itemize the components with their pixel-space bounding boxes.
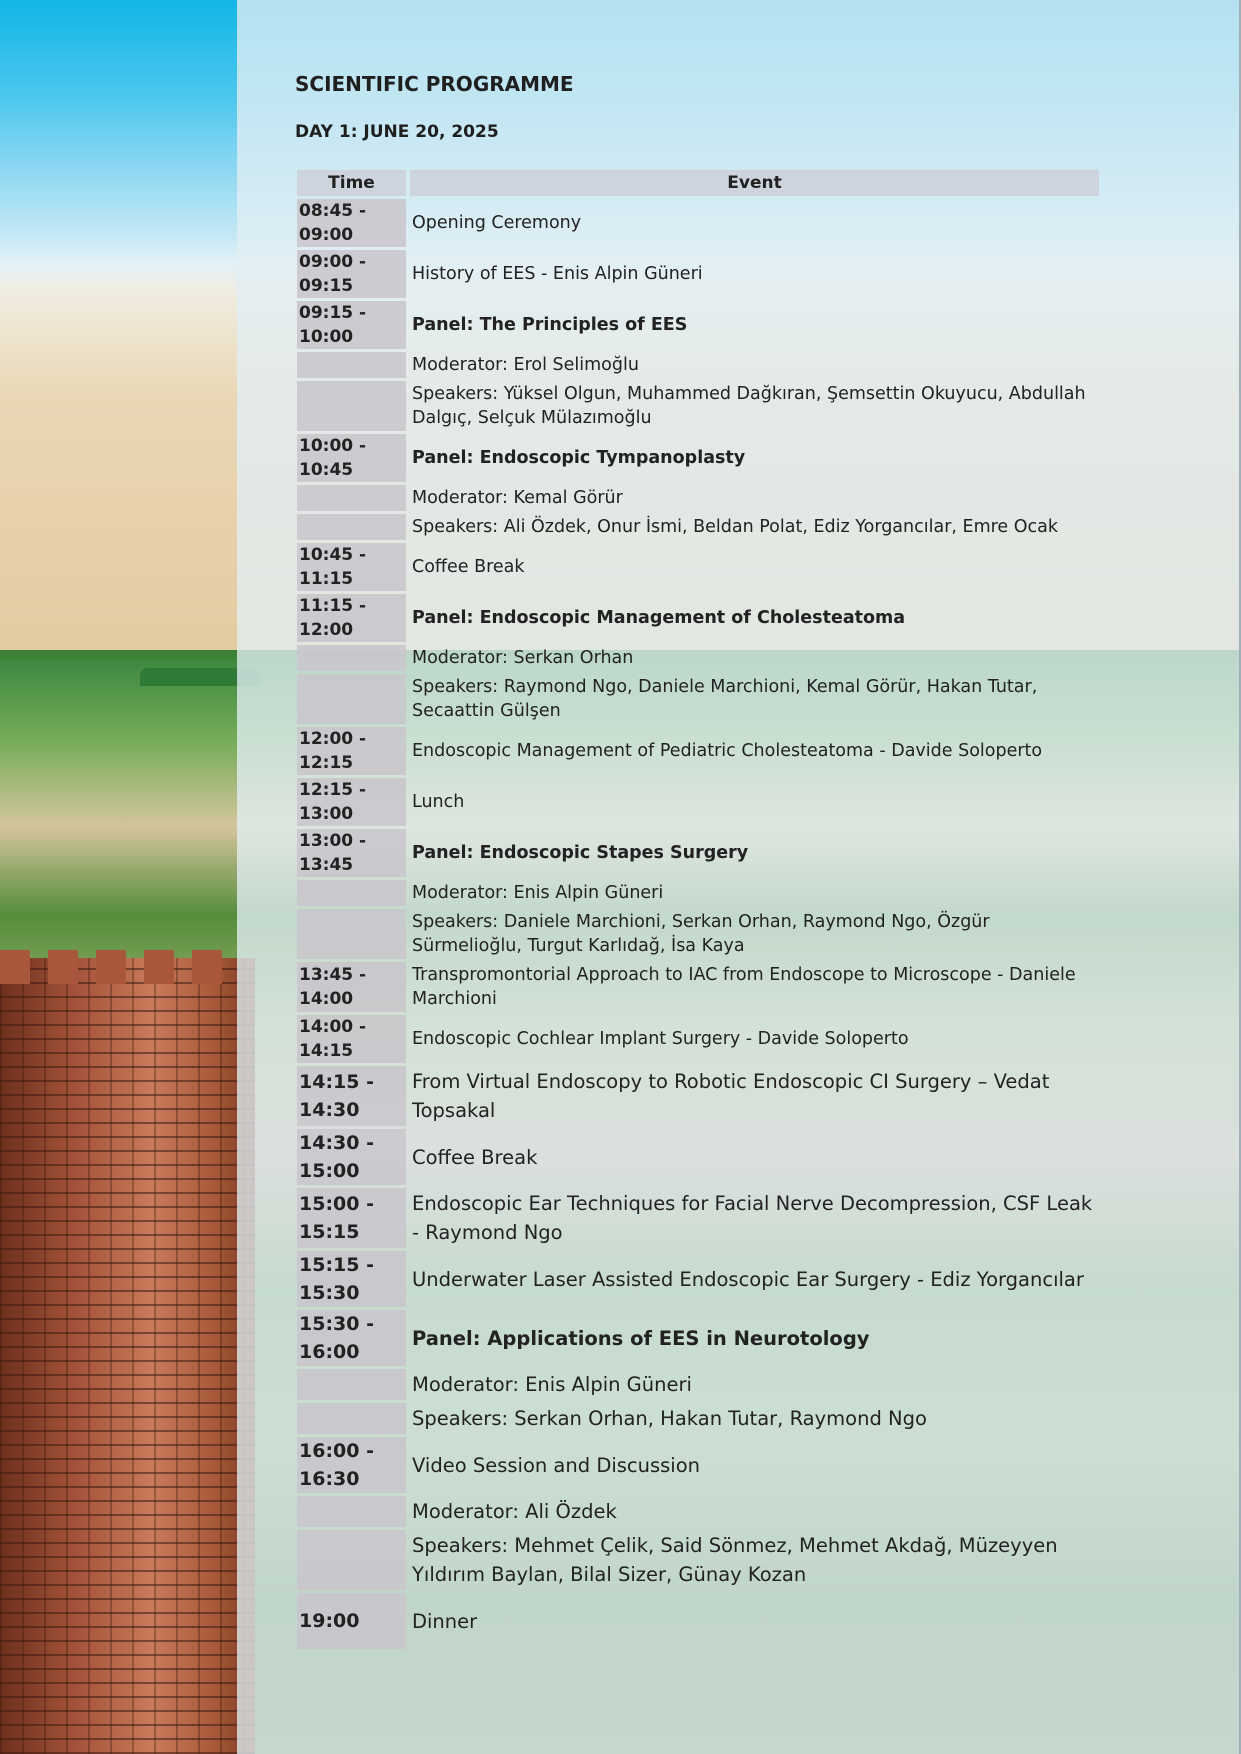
time-cell: 14:00 - 14:15 (297, 1015, 406, 1063)
time-cell: 12:00 - 12:15 (297, 727, 406, 775)
time-cell: 09:00 - 09:15 (297, 250, 406, 298)
time-cell (297, 645, 406, 671)
time-cell (297, 909, 406, 959)
event-cell: History of EES - Enis Alpin Güneri (412, 264, 703, 284)
event-cell: Endoscopic Cochlear Implant Surgery - Davide Soloperto (412, 1029, 909, 1049)
time-cell: 15:00 - 15:15 (297, 1188, 406, 1248)
event-cell: Moderator: Erol Selimoğlu (412, 355, 639, 375)
event-cell: Moderator: Ali Özdek (412, 1500, 617, 1523)
table-row (297, 1251, 1099, 1307)
event-cell: Coffee Break (412, 1145, 538, 1169)
tower-merlon (96, 950, 126, 984)
time-cell (297, 1496, 406, 1527)
event-cell: Video Session and Discussion (412, 1453, 701, 1477)
time-cell: 15:15 - 15:30 (297, 1251, 406, 1307)
day-heading: DAY 1: JUNE 20, 2025 (295, 122, 499, 142)
table-row (297, 301, 1099, 349)
time-cell: 14:15 - 14:30 (297, 1066, 406, 1126)
table-row (297, 829, 1099, 877)
table-row (297, 1530, 1099, 1590)
event-cell: Moderator: Serkan Orhan (412, 648, 634, 668)
event-cell: Panel: Endoscopic Tympanoplasty (412, 448, 746, 468)
table-row (297, 1437, 1099, 1493)
event-cell: Coffee Break (412, 557, 525, 577)
table-row (297, 962, 1099, 1012)
time-cell: 14:30 - 15:00 (297, 1129, 406, 1185)
time-cell (297, 514, 406, 540)
event-cell: Panel: Applications of EES in Neurotology (412, 1326, 870, 1350)
event-cell: Opening Ceremony (412, 213, 582, 233)
table-row (297, 199, 1099, 247)
table-row (297, 674, 1099, 724)
table-row (297, 1310, 1099, 1366)
event-cell: Speakers: Daniele Marchioni, Serkan Orhan, Raymond Ngo, Özgür Sürmelioğlu, Turgut Karlıdağ, İsa Kaya (412, 912, 990, 956)
event-cell: Transpromontorial Approach to IAC from Endoscope to Microscope - Daniele Marchioni (412, 965, 1076, 1009)
table-row (297, 514, 1099, 540)
table-row (297, 778, 1099, 826)
table-row (297, 434, 1099, 482)
table-row (297, 1015, 1099, 1063)
time-cell (297, 485, 406, 511)
table-row (297, 909, 1099, 959)
time-cell (297, 1369, 406, 1400)
time-cell (297, 1403, 406, 1434)
time-cell: 13:45 - 14:00 (297, 962, 406, 1012)
tower-merlon (48, 950, 78, 984)
table-row (297, 1369, 1099, 1400)
time-cell (297, 674, 406, 724)
time-cell: 11:15 - 12:00 (297, 594, 406, 642)
event-cell: Speakers: Mehmet Çelik, Said Sönmez, Mehmet Akdağ, Müzeyyen Yıldırım Baylan, Bilal Sizer, Günay Kozan (412, 1534, 1058, 1586)
time-cell: 08:45 - 09:00 (297, 199, 406, 247)
time-cell: 12:15 - 13:00 (297, 778, 406, 826)
tower-merlon (192, 950, 222, 984)
table-row (297, 485, 1099, 511)
event-column-header: Event (410, 170, 1099, 196)
time-cell: 19:00 (297, 1593, 406, 1649)
event-cell: From Virtual Endoscopy to Robotic Endoscopic CI Surgery – Vedat Topsakal (412, 1070, 1050, 1122)
schedule-table (297, 167, 1099, 1652)
time-cell (297, 352, 406, 378)
tower-merlon (0, 950, 30, 984)
time-column-header: Time (297, 170, 406, 196)
time-cell: 15:30 - 16:00 (297, 1310, 406, 1366)
event-cell: Moderator: Kemal Görür (412, 488, 623, 508)
table-row (297, 1188, 1099, 1248)
event-cell: Speakers: Ali Özdek, Onur İsmi, Beldan Polat, Ediz Yorgancılar, Emre Ocak (412, 517, 1059, 537)
table-row (297, 727, 1099, 775)
table-row (297, 645, 1099, 671)
table-row (297, 1593, 1099, 1649)
time-cell: 16:00 - 16:30 (297, 1437, 406, 1493)
time-cell: 10:45 - 11:15 (297, 543, 406, 591)
event-cell: Endoscopic Management of Pediatric Cholesteatoma - Davide Soloperto (412, 741, 1043, 761)
event-cell: Moderator: Enis Alpin Güneri (412, 1373, 692, 1396)
time-cell: 10:00 - 10:45 (297, 434, 406, 482)
time-cell (297, 880, 406, 906)
event-cell: Dinner (412, 1609, 478, 1633)
table-row (297, 1129, 1099, 1185)
table-row (297, 381, 1099, 431)
table-row (297, 594, 1099, 642)
event-cell: Endoscopic Ear Techniques for Facial Nerve Decompression, CSF Leak - Raymond Ngo (412, 1192, 1093, 1244)
tower-merlon (144, 950, 174, 984)
event-cell: Speakers: Serkan Orhan, Hakan Tutar, Raymond Ngo (412, 1407, 927, 1430)
page-title: SCIENTIFIC PROGRAMME (295, 72, 574, 96)
castle-tower (0, 958, 255, 1754)
event-cell: Lunch (412, 792, 465, 812)
table-header-row (297, 170, 1099, 196)
table-row (297, 1496, 1099, 1527)
table-row (297, 543, 1099, 591)
event-cell: Speakers: Raymond Ngo, Daniele Marchioni, Kemal Görür, Hakan Tutar, Secaattin Gülşen (412, 677, 1038, 721)
time-cell (297, 1530, 406, 1590)
event-cell: Underwater Laser Assisted Endoscopic Ear Surgery - Ediz Yorgancılar (412, 1267, 1084, 1291)
event-cell: Speakers: Yüksel Olgun, Muhammed Dağkıran, Şemsettin Okuyucu, Abdullah Dalgıç, Selçuk Mülazımoğlu (412, 384, 1086, 428)
event-cell: Panel: The Principles of EES (412, 315, 688, 335)
time-cell (297, 381, 406, 431)
table-row (297, 1403, 1099, 1434)
table-row (297, 1066, 1099, 1126)
table-row (297, 880, 1099, 906)
event-cell: Panel: Endoscopic Management of Cholesteatoma (412, 608, 906, 628)
table-row (297, 352, 1099, 378)
table-row (297, 250, 1099, 298)
time-cell: 09:15 - 10:00 (297, 301, 406, 349)
time-cell: 13:00 - 13:45 (297, 829, 406, 877)
event-cell: Moderator: Enis Alpin Güneri (412, 883, 664, 903)
schedule-body (297, 199, 1099, 1649)
event-cell: Panel: Endoscopic Stapes Surgery (412, 843, 749, 863)
